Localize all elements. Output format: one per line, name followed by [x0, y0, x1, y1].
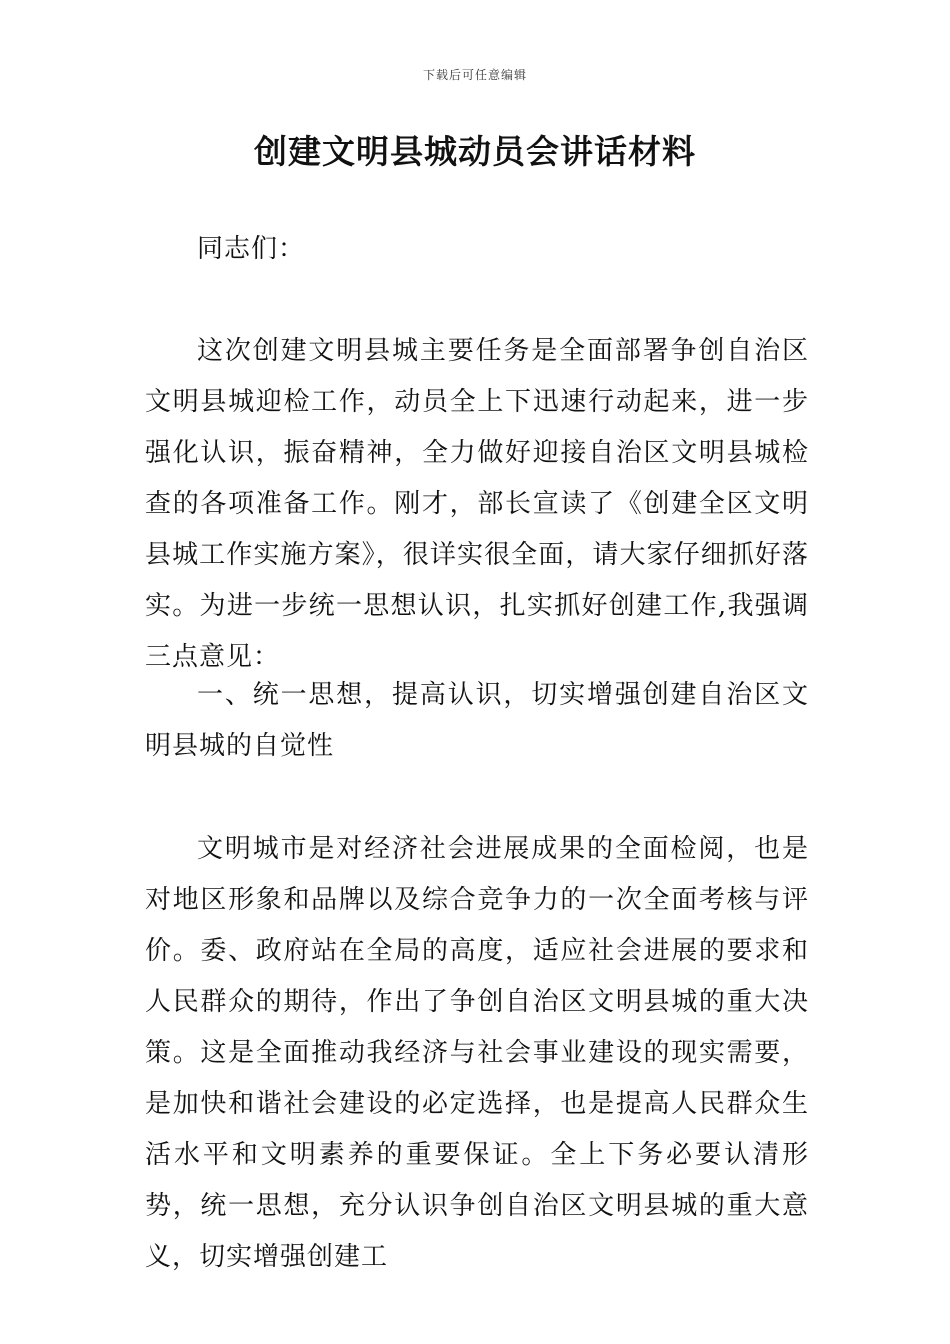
salutation: 同志们： [197, 234, 306, 264]
paragraph-section-1: 文明城市是对经济社会进展成果的全面检阅，也是对地区形象和品牌以及综合竞争力的一次全面考核与评价。委、政府站在全局的高度，适应社会进展的要求和人民群众的期待，作出了争创自治区文明县城的重大决策。这是全面推动我经济与社会事业建设的现实需要，是加快和谐社会建设的必定选择，也是提高人民群众生活水平和文明素养的重要保证。全上下务必要认清形势，统一思想，充分认识争创自治区文明县城的重大意义，切实增强创建工 [145, 834, 809, 1272]
paragraph-intro: 这次创建文明县城主要任务是全面部署争创自治区文明县城迎检工作，动员全上下迅速行动起来，进一步强化认识，振奋精神，全力做好迎接自治区文明县城检查的各项准备工作。刚才，部长宣读了《创建全区文明县城工作实施方案》，很详实很全面，请大家仔细抓好落实。为进一步统一思想认识，扎实抓好创建工作,我强调三点意见： [145, 336, 809, 672]
document-title: 创建文明县城动员会讲话材料 [254, 132, 696, 171]
section-heading-1: 一、统一思想，提高认识，切实增强创建自治区文明县城的自觉性 [145, 680, 809, 761]
header-note: 下载后可任意编辑 [422, 68, 527, 82]
